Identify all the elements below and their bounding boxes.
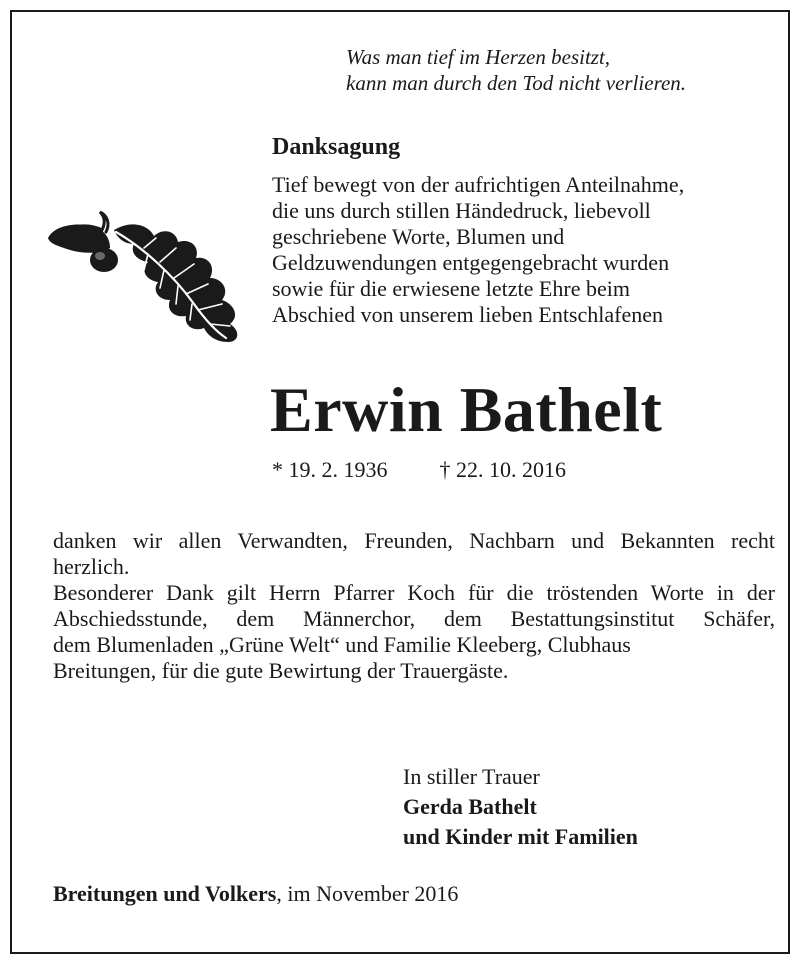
intro-line: Tief bewegt von der aufrichtigen Anteilnahme, (272, 172, 685, 197)
birth-date: * 19. 2. 1936 (272, 457, 388, 482)
place-name: Breitungen und Volkers (53, 881, 277, 906)
mourning-label: In stiller Trauer (403, 764, 540, 789)
signature-family: und Kinder mit Familien (403, 824, 638, 849)
intro-line: sowie für die erwiesene letzte Ehre beim (272, 276, 630, 301)
quote-line-2: kann man durch den Tod nicht verlieren. (346, 71, 687, 95)
closing-date: , im November 2016 (276, 881, 459, 906)
notice-title: Danksagung (272, 134, 401, 160)
deceased-name: Erwin Bathelt (270, 374, 663, 445)
epigraph-quote (346, 44, 686, 96)
mourning-signature (403, 762, 638, 852)
intro-line: die uns durch stillen Händedruck, liebevoll (272, 198, 651, 223)
death-date: † 22. 10. 2016 (439, 457, 566, 482)
intro-paragraph (272, 172, 684, 328)
intro-line: Geldzuwendungen entgegengebracht wurden (272, 250, 670, 275)
body-line: danken wir allen Verwandten, Freunden, Nachbarn und Bekannten recht (53, 528, 775, 553)
oak-leaf-icon (44, 208, 248, 344)
quote-line-1: Was man tief im Herzen besitzt, (346, 45, 611, 69)
body-line: Besonderer Dank gilt Herrn Pfarrer Koch für die tröstenden Worte in der (53, 580, 775, 605)
signature-name: Gerda Bathelt (403, 794, 537, 819)
life-dates (272, 456, 566, 484)
intro-line: Abschied von unserem lieben Entschlafenen (272, 302, 663, 327)
body-line: herzlich. (53, 554, 130, 579)
intro-line: geschriebene Worte, Blumen und (272, 224, 565, 249)
body-line: dem Blumenladen „Grüne Welt“ und Familie Kleeberg, Clubhaus (53, 632, 631, 657)
body-line: Breitungen, für die gute Bewirtung der Trauergäste. (53, 658, 509, 683)
thanks-paragraph (53, 528, 775, 684)
body-line: Abschiedsstunde, dem Männerchor, dem Bestattungsinstitut Schäfer, (53, 606, 775, 631)
place-date-line (53, 880, 458, 908)
